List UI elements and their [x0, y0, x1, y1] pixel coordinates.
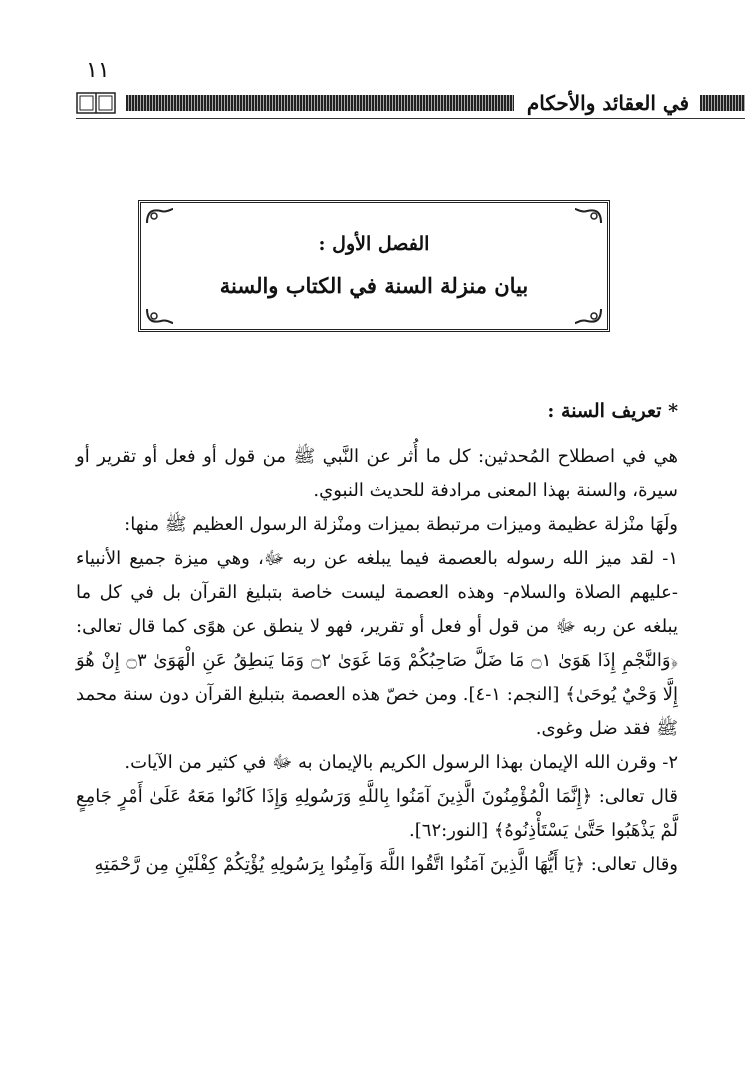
- paragraph-definition: هي في اصطلاح المُحدثين: كل ما أُثر عن النَّبي ﷺ من قول أو فعل أو تقرير أو سيرة، والسنة بهذا المعنى مرادفة للحديث النبوي.: [76, 446, 678, 501]
- header-title: في العقائد والأحكام: [526, 91, 690, 115]
- section-heading: * تعريف السنة :: [547, 400, 678, 422]
- corner-ornament-icon: [145, 307, 175, 325]
- open-book-icon: [76, 92, 116, 114]
- body-text: [76, 394, 678, 882]
- page-number: ١١: [86, 58, 110, 83]
- header-ornament-bar-left: [126, 95, 514, 111]
- header-rule: [76, 118, 745, 119]
- chapter-frame: [138, 200, 610, 332]
- header-ornament-bar-right: [700, 95, 745, 111]
- paragraph-quote-2: وقال تعالى: ﴿يَا أَيُّهَا الَّذِينَ آمَنُوا اتَّقُوا اللَّهَ وَآمِنُوا بِرَسُولِهِ يُؤْتِكُمْ كِفْلَيْنِ مِن رَّحْمَتِهِ: [94, 854, 678, 875]
- paragraph-status: ولَهَا منْزلة عظيمة وميزات مرتبطة بميزات ومنْزلة الرسول العظيم ﷺ منها:: [124, 514, 678, 535]
- corner-ornament-icon: [573, 307, 603, 325]
- corner-ornament-icon: [145, 207, 175, 225]
- paragraph-point-2: ٢- وقرن الله الإيمان بهذا الرسول الكريم بالإيمان به ﷻ في كثير من الآيات.: [124, 752, 678, 773]
- paragraph-quote-1: قال تعالى: ﴿إِنَّمَا الْمُؤْمِنُونَ الَّذِينَ آمَنُوا بِاللَّهِ وَرَسُولِهِ وَإِذَا كَانُوا مَعَهُ عَلَىٰ أَمْرٍ جَامِعٍ لَّمْ يَذْهَبُوا حَتَّىٰ يَسْتَأْذِنُوهُ﴾ [النور:٦٢].: [76, 786, 678, 841]
- chapter-title: بيان منزلة السنة في الكتاب والسنة: [219, 273, 529, 298]
- running-header: [76, 86, 690, 120]
- paragraph-point-1: ١- لقد ميز الله رسوله بالعصمة فيما يبلغه عن ربه ﷻ، وهي ميزة جميع الأنبياء -عليهم الصلاة والسلام- وهذه العصمة ليست خاصة بتبليغ القرآن بل في كل ما يبلغه عن ربه ﷻ من قول أو فعل أو تقرير، فهو لا ينطق عن هوًى كما قال تعالى: ﴿وَالنَّجْمِ إِذَا هَوَىٰ ۝١ مَا ضَلَّ صَاحِبُكُمْ وَمَا غَوَىٰ ۝٢ وَمَا يَنطِقُ عَنِ الْهَوَىٰ ۝٣ إِنْ هُوَ إِلَّا وَحْيٌ يُوحَىٰ﴾ [النجم: ١-٤]. ومن خصّ هذه العصمة بتبليغ القرآن دون سنة محمد ﷺ فقد ضل وغوى.: [76, 548, 678, 739]
- corner-ornament-icon: [573, 207, 603, 225]
- chapter-label: الفصل الأول :: [318, 233, 430, 255]
